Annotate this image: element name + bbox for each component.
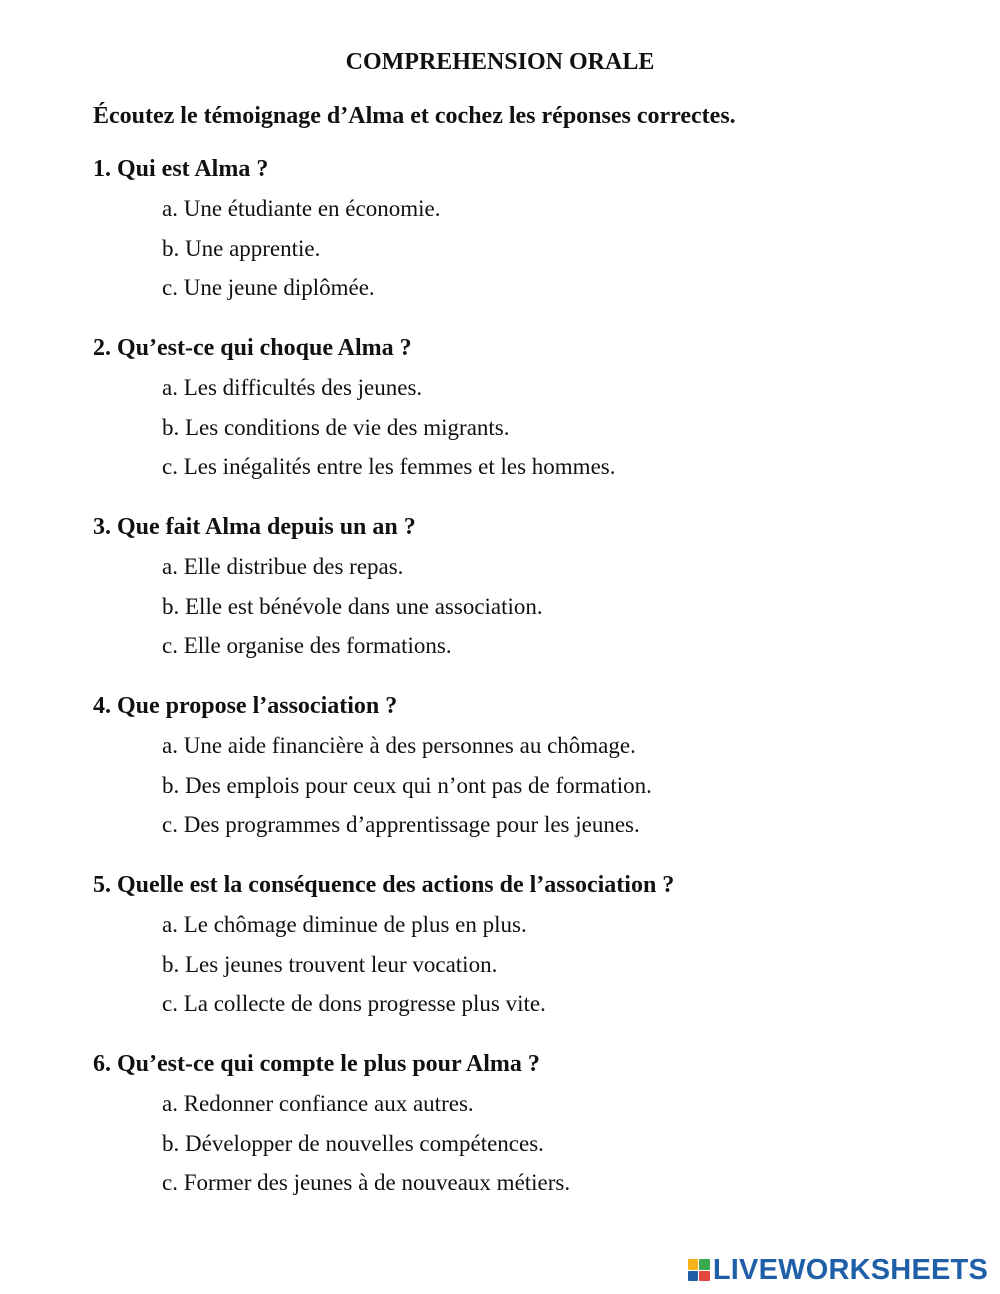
option-letter: a. <box>162 912 178 937</box>
page-title: COMPREHENSION ORALE <box>345 49 655 75</box>
answer-option-5a[interactable] <box>93 907 973 947</box>
option-text: Une étudiante en économie. <box>183 196 441 221</box>
option-text: Les inégalités entre les femmes et les hommes. <box>183 454 616 479</box>
question-text: 4. Que propose l’association ? <box>93 693 398 719</box>
answer-option-2c[interactable] <box>93 449 973 489</box>
option-letter: c. <box>162 991 178 1016</box>
option-text: Une aide financière à des personnes au chômage. <box>183 733 636 758</box>
option-text: Une apprentie. <box>185 235 321 261</box>
question-text: 1. Qui est Alma ? <box>93 156 269 182</box>
answer-option-2b[interactable] <box>93 410 973 450</box>
option-letter: c. <box>162 1170 178 1195</box>
answer-option-6c[interactable] <box>93 1165 973 1205</box>
liveworksheets-brand <box>688 1254 988 1286</box>
question-block-5 <box>93 867 973 1026</box>
logo-square-tl <box>688 1259 699 1270</box>
answer-option-3b[interactable] <box>93 589 973 629</box>
option-text: Redonner confiance aux autres. <box>183 1091 474 1116</box>
option-letter: a. <box>162 733 178 758</box>
option-text: La collecte de dons progresse plus vite. <box>183 991 546 1016</box>
answer-option-3c[interactable] <box>93 628 973 668</box>
option-letter: c. <box>162 633 178 658</box>
logo-square-tr <box>699 1259 710 1270</box>
liveworksheets-logo-icon <box>688 1259 710 1281</box>
option-text: Les difficultés des jeunes. <box>183 375 423 400</box>
option-letter: b. <box>162 235 180 261</box>
answer-option-2a[interactable] <box>93 370 973 410</box>
question-block-3 <box>93 509 973 668</box>
answer-option-4a[interactable] <box>93 728 973 768</box>
option-text: Les conditions de vie des migrants. <box>185 414 510 440</box>
answer-option-5b[interactable] <box>93 947 973 987</box>
option-letter: b. <box>162 414 180 440</box>
answer-option-6b[interactable] <box>93 1126 973 1166</box>
answer-option-1a[interactable] <box>93 191 973 231</box>
answer-option-4c[interactable] <box>93 807 973 847</box>
option-text: Les jeunes trouvent leur vocation. <box>185 951 498 977</box>
option-letter: a. <box>162 375 178 400</box>
option-text: Développer de nouvelles compétences. <box>185 1130 544 1156</box>
option-text: Elle est bénévole dans une association. <box>185 593 543 619</box>
option-text: Elle organise des formations. <box>183 633 452 658</box>
answer-option-1b[interactable] <box>93 231 973 271</box>
question-text: 2. Qu’est-ce qui choque Alma ? <box>93 335 412 361</box>
answer-option-4b[interactable] <box>93 768 973 808</box>
option-text: Elle distribue des repas. <box>183 554 404 579</box>
instructions: Écoutez le témoignage d’Alma et cochez les réponses correctes. <box>93 103 736 129</box>
answer-option-1c[interactable] <box>93 270 973 310</box>
option-text: Former des jeunes à de nouveaux métiers. <box>183 1170 571 1195</box>
option-letter: b. <box>162 951 180 977</box>
option-letter: c. <box>162 275 178 300</box>
option-letter: c. <box>162 812 178 837</box>
answer-option-5c[interactable] <box>93 986 973 1026</box>
question-text: 6. Qu’est-ce qui compte le plus pour Alma ? <box>93 1051 540 1077</box>
question-text: 5. Quelle est la conséquence des actions de l’association ? <box>93 872 675 898</box>
option-letter: b. <box>162 772 180 798</box>
option-letter: a. <box>162 196 178 221</box>
option-letter: a. <box>162 554 178 579</box>
option-text: Des programmes d’apprentissage pour les jeunes. <box>183 812 640 837</box>
question-block-6 <box>93 1046 973 1205</box>
brand-name: LIVEWORKSHEETS <box>712 1253 988 1286</box>
answer-option-3a[interactable] <box>93 549 973 589</box>
answer-option-6a[interactable] <box>93 1086 973 1126</box>
question-block-1 <box>93 151 973 310</box>
option-text: Des emplois pour ceux qui n’ont pas de formation. <box>185 772 652 798</box>
question-block-2 <box>93 330 973 489</box>
question-block-4 <box>93 688 973 847</box>
option-letter: a. <box>162 1091 178 1116</box>
option-letter: c. <box>162 454 178 479</box>
option-letter: b. <box>162 593 180 619</box>
question-text: 3. Que fait Alma depuis un an ? <box>93 514 416 540</box>
option-letter: b. <box>162 1130 180 1156</box>
option-text: Une jeune diplômée. <box>183 275 375 300</box>
option-text: Le chômage diminue de plus en plus. <box>183 912 527 937</box>
logo-square-bl <box>688 1271 699 1282</box>
logo-square-br <box>699 1271 710 1282</box>
